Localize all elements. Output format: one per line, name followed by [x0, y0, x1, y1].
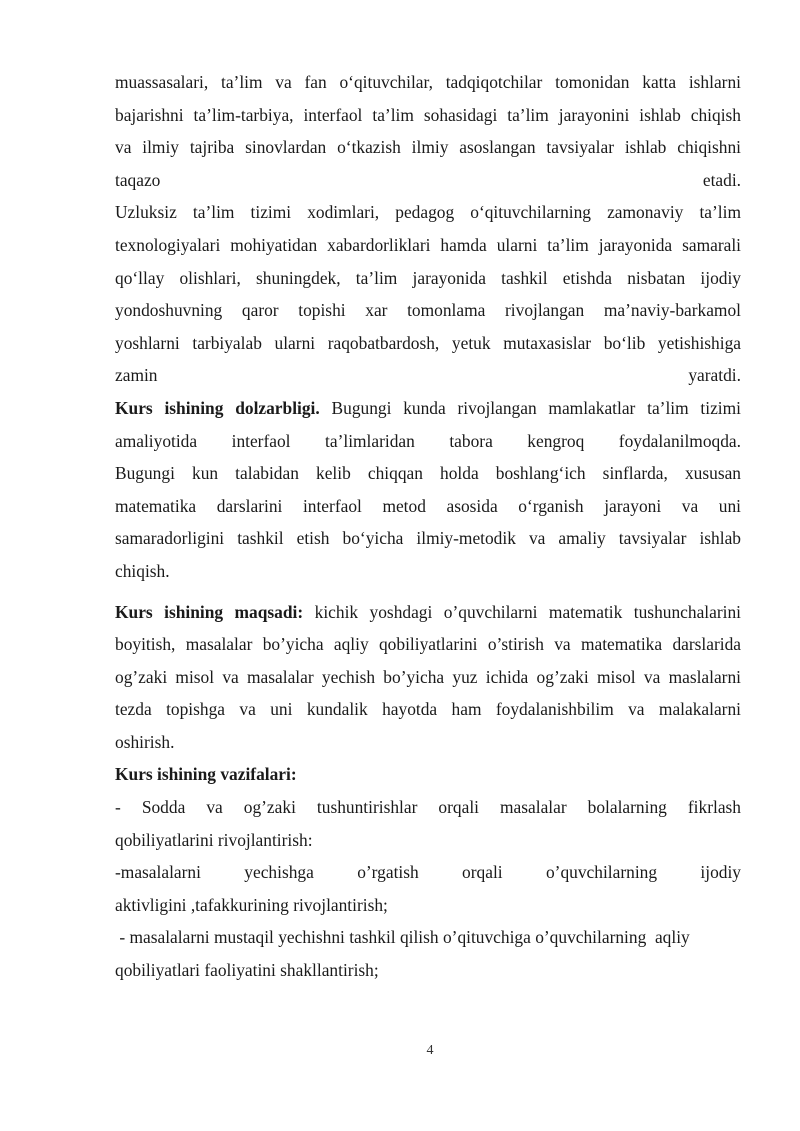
document-page	[115, 66, 741, 987]
text-line: Bugungi kun talabidan kelib chiqqan holda boshlang‘ich sinflarda, xususan	[115, 463, 741, 484]
text-line: boyitish, masalalar bo’yicha aqliy qobiliyatlarini o’stirish va matematika darslarida	[115, 634, 741, 655]
text-line: chiqish.	[115, 560, 170, 581]
text-line: matematika darslarini interfaol metod asosida o‘rganish jarayoni va uni	[115, 495, 741, 516]
text-line: bajarishni ta’lim-tarbiya, interfaol ta’lim sohasidagi ta’lim jarayonini ishlab chiqish	[115, 104, 741, 125]
text-line: - Sodda va og’zaki tushuntirishlar orqali masalalar bolalarning fikrlash	[115, 797, 741, 818]
text-line: zamin yaratdi.	[115, 365, 741, 386]
section-heading-line	[115, 596, 741, 629]
section-heading: Kurs ishining maqsadi:	[115, 601, 304, 622]
text-run: Bugungi kunda rivojlangan mamlakatlar ta’lim tizimi	[319, 397, 741, 418]
text-line: taqazo etadi.	[115, 169, 741, 190]
text-line: qo‘llay olishlari, shuningdek, ta’lim jarayonida tashkil etishda nisbatan ijodiy	[115, 267, 741, 288]
text-line: amaliyotida interfaol ta’limlaridan tabora kengroq foydalanilmoqda.	[115, 430, 741, 451]
text-line: muassasalari, ta’lim va fan o‘qituvchilar, tadqiqotchilar tomonidan katta ishlarni	[115, 72, 741, 92]
text-line: aktivligini ,tafakkurining rivojlantirish;	[115, 894, 388, 915]
text-line: texnologiyalari mohiyatidan xabardorliklari hamda ularni ta’lim jarayonida samarali	[115, 234, 741, 255]
text-line: va ilmiy tajriba sinovlardan o‘tkazish ilmiy asoslangan tavsiyalar ishlab chiqishni	[115, 137, 741, 158]
text-line: oshirish.	[115, 731, 175, 752]
section-heading: Kurs ishining vazifalari:	[115, 764, 297, 785]
text-line: qobiliyatlari faoliyatini shakllantirish;	[115, 960, 379, 981]
text-line: -masalalarni yechishga o’rgatish orqali o’quvchilarning ijodiy	[115, 862, 741, 883]
text-line: qobiliyatlarini rivojlantirish:	[115, 829, 313, 850]
section-heading-line	[115, 758, 741, 791]
text-line: tezda topishga va uni kundalik hayotda ham foydalanishbilim va malakalarni	[115, 699, 741, 720]
text-line: Uzluksiz ta’lim tizimi xodimlari, pedagog o‘qituvchilarning zamonaviy ta’lim	[115, 202, 741, 223]
text-line: yondoshuvning qaror topishi xar tomonlama rivojlangan ma’naviy-barkamol	[115, 300, 741, 321]
section-heading-line	[115, 392, 741, 425]
text-run: kichik yoshdagi o’quvchilarni matematik tushunchalarini	[303, 601, 741, 622]
page-number: 4	[426, 1043, 434, 1058]
section-heading: Kurs ishining dolzarbligi.	[115, 397, 320, 418]
text-line: - masalalarni mustaqil yechishni tashkil qilish o’qituvchiga o’quvchilarning aqliy	[115, 927, 690, 948]
text-line: og’zaki misol va masalalar yechish bo’yicha yuz ichida og’zaki misol va maslalarni	[115, 666, 741, 687]
text-line: yoshlarni tarbiyalab ularni raqobatbardosh, yetuk mutaxasislar bo‘lib yetishishiga	[115, 332, 741, 353]
text-line: samaradorligini tashkil etish bo‘yicha ilmiy-metodik va amaliy tavsiyalar ishlab	[115, 528, 741, 549]
